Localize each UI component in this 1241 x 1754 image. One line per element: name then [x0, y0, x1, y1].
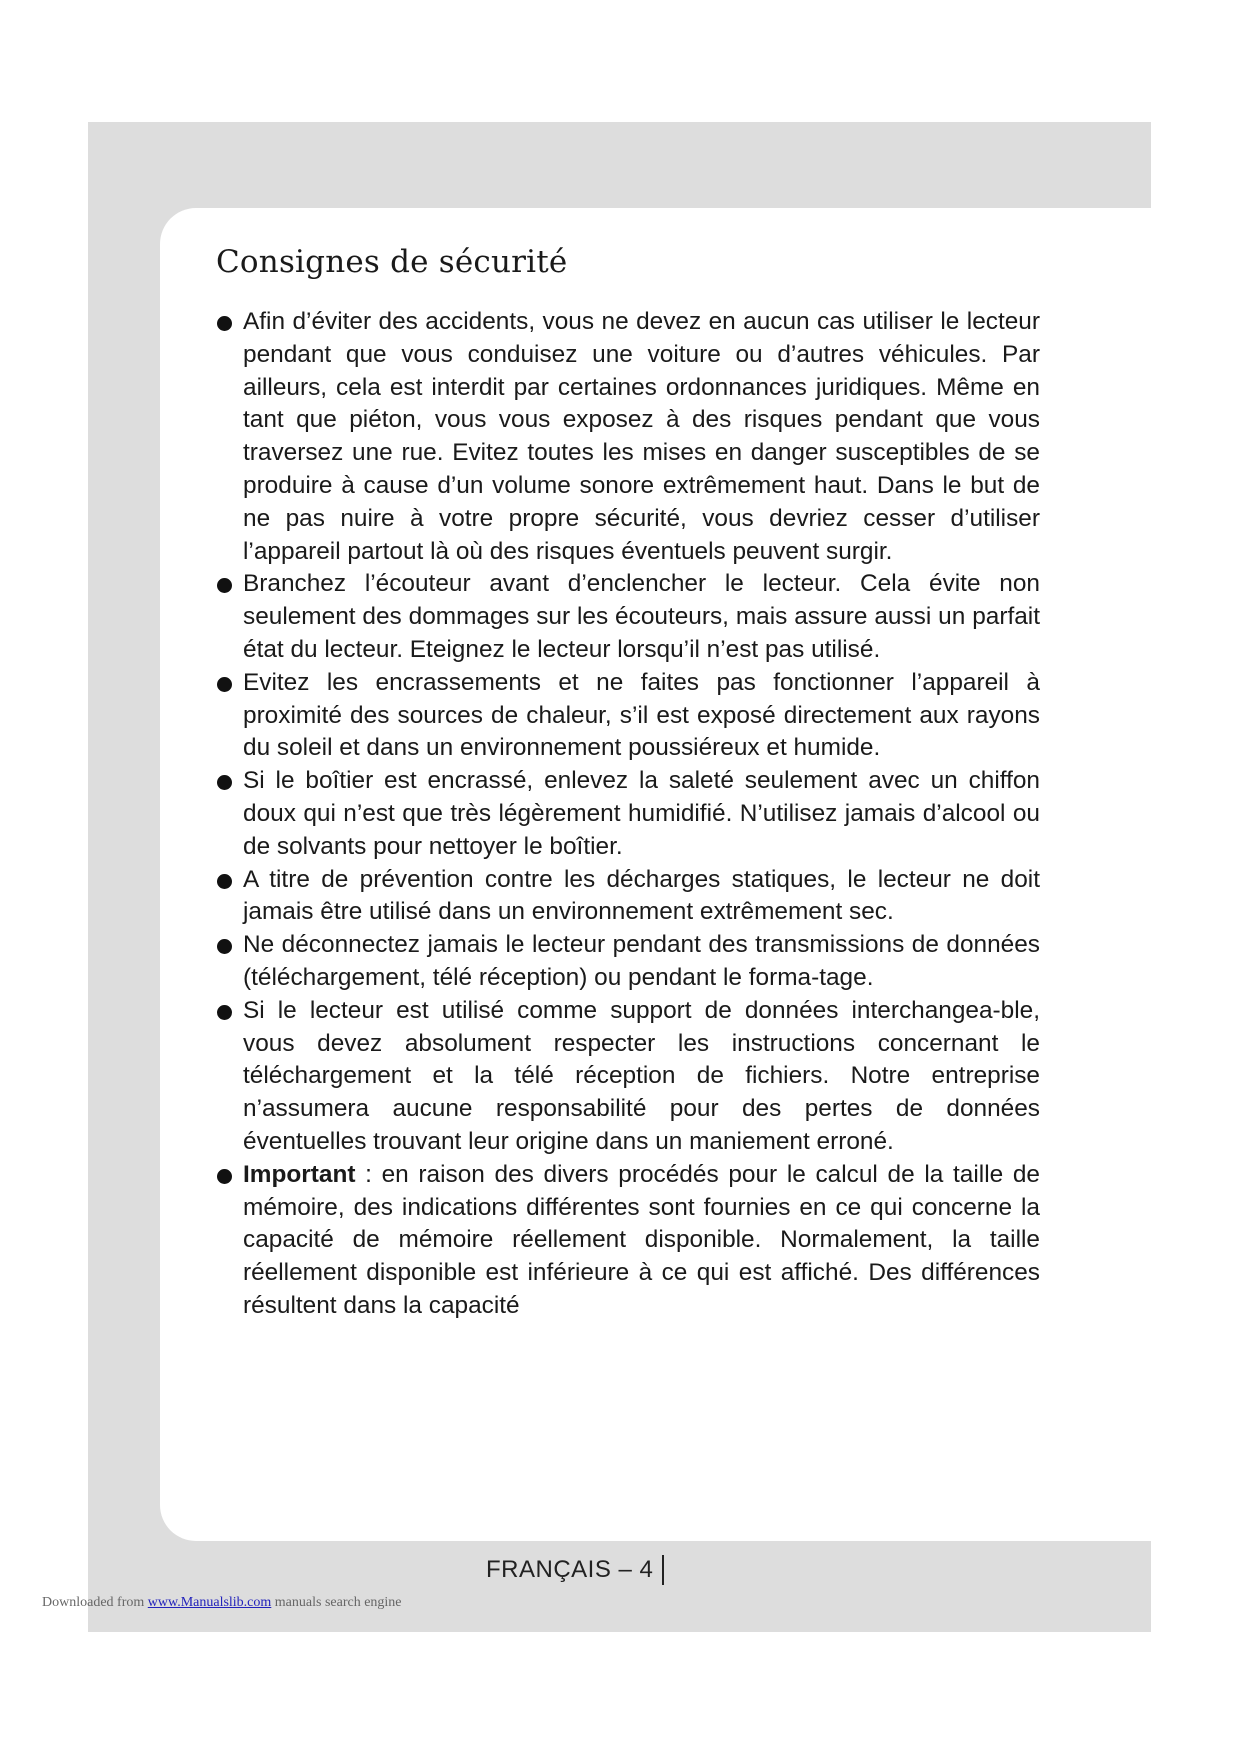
list-item: [216, 306, 1040, 568]
page-title: Consignes de sécurité: [216, 244, 568, 280]
list-item: [216, 667, 1040, 765]
page-number: FRANÇAIS – 4: [486, 1556, 654, 1583]
bullet-icon: [217, 1005, 232, 1020]
list-item: [216, 995, 1040, 1159]
list-item: [216, 765, 1040, 863]
bullet-icon: [217, 677, 232, 692]
bullet-icon: [217, 1169, 232, 1184]
list-item-text: Branchez l’écouteur avant d’enclencher le lecteur. Cela évite non seulement des dommages sur les écouteurs, mais assure aussi un parfait état du lecteur. Eteignez le lecteur lorsqu’il n’est pas utilisé.: [243, 570, 1040, 663]
list-item-text: Si le lecteur est utilisé comme support de données interchangea-ble, vous devez absolument respecter les instructions concernant le téléchargement et la télé réception de fichiers. Notre entreprise n’assumera aucune responsabilité pour des pertes de données éventuelles trouvant leur origine dans un maniement erroné.: [243, 996, 1040, 1155]
list-item-text: Evitez les encrassements et ne faites pas fonctionner l’appareil à proximité des sources de chaleur, s’il est exposé directement aux rayons du soleil et dans un environnement poussiéreux et humide.: [243, 668, 1040, 762]
download-note-suffix: manuals search engine: [271, 1595, 402, 1610]
list-item-text: A titre de prévention contre les décharges statiques, le lecteur ne doit jamais être utilisé dans un environnement extrêmement sec.: [243, 865, 1040, 926]
bullet-icon: [217, 578, 232, 593]
list-item: [216, 864, 1040, 930]
list-item-text: Afin d’éviter des accidents, vous ne devez en aucun cas utiliser le lecteur pendant que vous conduisez une voiture ou d’autres véhicules. Par ailleurs, cela est interdit par certaines ordonnances juridiques. Même en tant que piéton, vous vous exposez à des risques pendant que vous traversez une rue. Evitez toutes les mises en danger susceptibles de se produire à cause d’un volume sonore extrêmement haut. Dans le but de ne pas nuire à votre propre sécurité, vous devriez cesser d’utiliser l’appareil partout là où des risques éventuels peuvent surgir.: [243, 308, 1040, 565]
download-note: [42, 1595, 402, 1611]
manualslib-link[interactable]: www.Manualslib.com: [147, 1595, 272, 1610]
list-item: [216, 929, 1040, 995]
important-label: Important: [243, 1160, 356, 1188]
bullet-icon: [217, 874, 232, 889]
bullet-icon: [217, 775, 232, 790]
list-item: [216, 568, 1040, 666]
download-note-prefix: Downloaded from: [42, 1595, 148, 1610]
list-item-text: Si le boîtier est encrassé, enlevez la saleté seulement avec un chiffon doux qui n’est que très légèrement humidifié. N’utilisez jamais d’alcool ou de solvants pour nettoyer le boîtier.: [243, 767, 1040, 860]
list-item-text: Ne déconnectez jamais le lecteur pendant des transmissions de données (téléchargement, télé réception) ou pendant le forma-tage.: [243, 931, 1040, 991]
list-item-text: : en raison des divers procédés pour le calcul de la taille de mémoire, des indications différentes sont fournies en ce qui concerne la capacité de mémoire réellement disponible. Normalement, la taille réellement disponible est inférieure à ce qui est affiché. Des différences résultent dans la capacité: [243, 1160, 1040, 1319]
list-item: [216, 1159, 1040, 1323]
footer-divider: [662, 1555, 664, 1585]
bullet-icon: [217, 939, 232, 954]
bullet-icon: [217, 316, 232, 331]
safety-list: [216, 306, 1040, 1323]
